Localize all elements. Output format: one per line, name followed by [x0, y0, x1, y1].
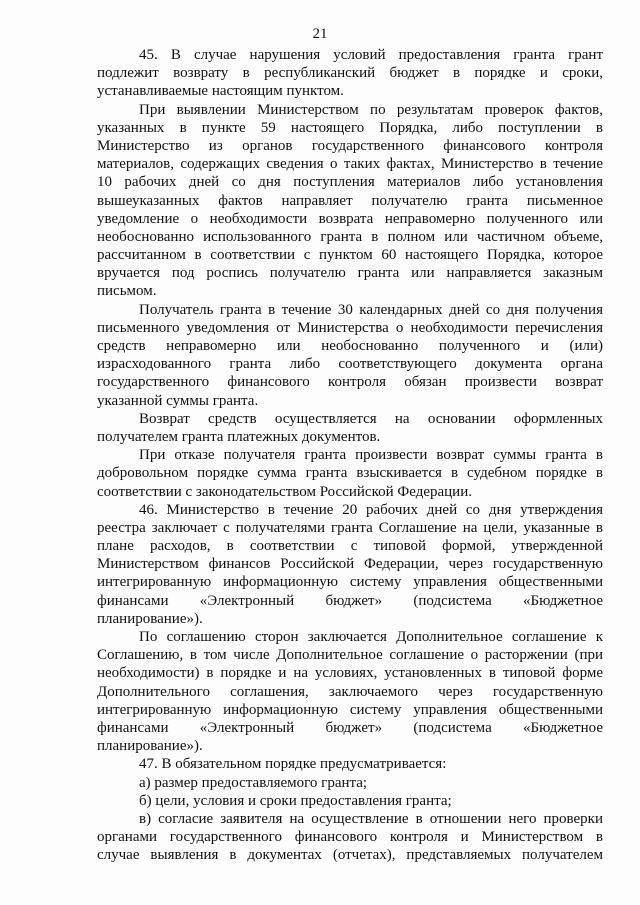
paragraph-line: необоснованно использованного гранта в полном или частичном объеме, [97, 228, 603, 245]
paragraph [97, 792, 603, 810]
paragraph-line: органами государственного финансового контроля и Министерством в [97, 829, 603, 846]
paragraph [97, 410, 603, 446]
paragraph [97, 101, 603, 301]
paragraph-line: б) цели, условия и сроки предоставления гранта; [139, 792, 452, 809]
paragraph [97, 628, 603, 755]
paragraph-line: устанавливаемые настоящим пунктом. [97, 83, 344, 100]
paragraph-line: письменного уведомления от Министерства о необходимости перечисления [97, 319, 603, 336]
paragraph-line: указанной суммы гранта. [97, 392, 259, 409]
paragraph-line: необходимости) в порядке и на условиях, установленных в типовой форме [97, 665, 603, 682]
paragraph-line: Министерство из органов государственного финансового контроля [97, 137, 603, 154]
paragraph [97, 301, 603, 410]
paragraph-line: государственного финансового контроля обязан произвести возврат [97, 374, 603, 391]
paragraph [97, 501, 603, 628]
paragraph-line: а) размер предоставляемого гранта; [139, 774, 368, 791]
paragraph-line: плане расходов, в соответствии с типовой формой, утвержденной [97, 538, 603, 555]
paragraph-line: Возврат средств осуществляется на основании оформленных [139, 410, 603, 427]
paragraph-line: 45. В случае нарушения условий предоставления гранта грант [139, 47, 603, 63]
paragraph-line: вышеуказанных фактов направляет получателю гранта письменное [97, 192, 603, 209]
paragraph-line: 46. Министерство в течение 20 рабочих дней со дня утверждения [139, 501, 603, 518]
paragraph-line: уведомление о необходимости возврата неправомерно полученного или [97, 210, 603, 227]
paragraph-line: подлежит возврату в республиканский бюджет в порядке и сроки, [97, 65, 603, 82]
paragraph-line: финансами «Электронный бюджет» (подсистема «Бюджетное [97, 719, 603, 736]
paragraph-line: Получатель гранта в течение 30 календарных дней со дня получения [139, 301, 603, 318]
paragraph-line: 10 рабочих дней со дня поступления материалов либо установления [97, 174, 603, 191]
document-body [97, 46, 603, 864]
paragraph [97, 810, 603, 865]
paragraph-line: Соглашению, в том числе Дополнительное соглашение о расторжении (при [97, 647, 603, 664]
paragraph-line: рассчитанном в соответствии с пунктом 60 настоящего Порядка, которое [97, 247, 603, 264]
paragraph-line: реестра заключает с получателями гранта Соглашение на цели, указанные в [97, 519, 603, 536]
paragraph-line: Дополнительного соглашения, заключаемого через государственную [97, 683, 603, 700]
paragraph-line: письмом. [97, 283, 157, 300]
paragraph-line: планирование»). [97, 610, 203, 627]
paragraph-line: добровольном порядке сумма гранта взыскивается в судебном порядке в [97, 465, 603, 482]
paragraph-line: случае выявления в документах (отчетах), представляемых получателем [97, 847, 603, 864]
paragraph-line: планирование»). [97, 738, 203, 755]
paragraph-line: При выявлении Министерством по результатам проверок фактов, [139, 101, 603, 118]
paragraph [97, 46, 603, 101]
paragraph-line: в) согласие заявителя на осуществление в отношении него проверки [139, 810, 603, 827]
paragraph-line: средств неправомерно или необоснованно полученного и (или) [97, 338, 603, 354]
paragraph [97, 755, 603, 773]
paragraph-line: 47. В обязательном порядке предусматривается: [139, 756, 447, 773]
paragraph [97, 774, 603, 792]
page-number: 21 [312, 26, 328, 42]
paragraph-line: финансами «Электронный бюджет» (подсистема «Бюджетное [97, 592, 603, 609]
paragraph-line: При отказе получателя гранта произвести возврат суммы гранта в [139, 447, 603, 464]
paragraph-line: Министерством финансов Российской Федерации, через государственную [97, 556, 603, 573]
paragraph-line: израсходованного гранта либо соответствующего документа органа [97, 356, 603, 373]
paragraph-line: интегрированную информационную систему управления общественными [97, 701, 603, 718]
paragraph-line: вручается под роспись получателю гранта или направляется заказным [97, 265, 603, 282]
paragraph-line: соответствии с законодательством Российской Федерации. [97, 483, 472, 500]
paragraph-line: материалов, содержащих сведения о таких фактах, Министерство в течение [97, 156, 603, 173]
paragraph-line: По соглашению сторон заключается Дополнительное соглашение к [139, 629, 603, 645]
paragraph-line: указанных в пункте 59 настоящего Порядка, либо поступлении в [97, 119, 603, 136]
paragraph [97, 446, 603, 501]
paragraph-line: интегрированную информационную систему управления общественными [97, 574, 603, 591]
paragraph-line: получателем гранта платежных документов. [97, 428, 381, 445]
